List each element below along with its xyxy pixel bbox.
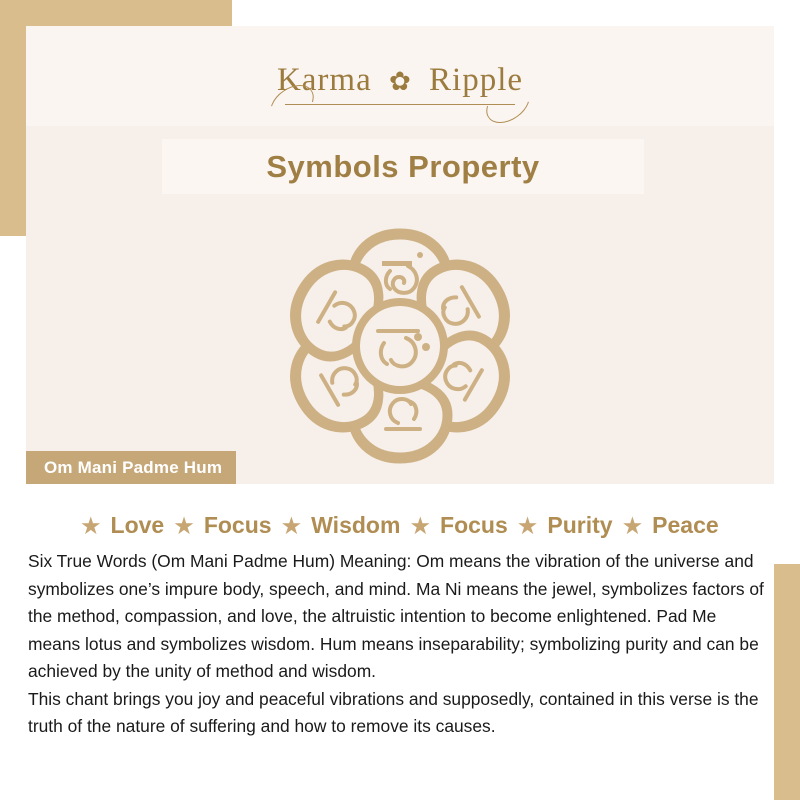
- brand-logo: [26, 62, 774, 99]
- corner-frame-bottom-right-vertical: [774, 564, 800, 800]
- keyword-peace: Peace: [652, 512, 719, 538]
- keyword-row: [26, 512, 774, 539]
- mantra-label-tab: [26, 451, 236, 485]
- brand-underline: [285, 104, 515, 105]
- paragraph-meaning: Six True Words (Om Mani Padme Hum) Meaning: Om means the vibration of the universe and symbolizes one’s impure body, speech, and mind. Ma Ni means the jewel, symbolizes factors of the method, compassion, and love, the altruistic intention to become enlightened. Pad Me means lotus and symbolizes wisdom. Hum means inseparability; symbolizing purity and can be achieved by the unity of method and wisdom.: [28, 551, 764, 681]
- corner-frame-top-left-vertical: [0, 0, 26, 236]
- keyword-focus-1: Focus: [203, 512, 272, 538]
- paragraph-chant: This chant brings you joy and peaceful vibrations and supposedly, contained in this verse is the truth of the nature of suffering and how to remove its causes.: [28, 688, 759, 736]
- main-panel: [26, 26, 774, 774]
- star-icon: ★: [174, 515, 194, 538]
- brand-name-left: Karma: [276, 62, 372, 98]
- keyword-purity: Purity: [547, 512, 613, 538]
- om-mani-padme-hum-mandala-icon: [250, 211, 550, 481]
- page-title: Symbols Property: [266, 148, 540, 184]
- keyword-love: Love: [110, 512, 165, 538]
- star-icon: ★: [410, 515, 430, 538]
- description-text: [26, 548, 774, 741]
- keyword-focus-2: Focus: [440, 512, 508, 538]
- corner-frame-top-left-horizontal: [0, 0, 232, 26]
- mantra-label-text: Om Mani Padme Hum: [44, 458, 223, 477]
- keyword-wisdom: Wisdom: [311, 512, 401, 538]
- star-icon: ★: [518, 515, 537, 538]
- star-icon: ★: [622, 515, 642, 538]
- lotus-icon: ✿: [389, 67, 412, 97]
- title-bar: [162, 139, 644, 194]
- star-icon: ★: [81, 515, 101, 538]
- content-block: [26, 484, 774, 800]
- brand-name-right: Ripple: [429, 62, 524, 98]
- star-icon: ★: [281, 515, 301, 538]
